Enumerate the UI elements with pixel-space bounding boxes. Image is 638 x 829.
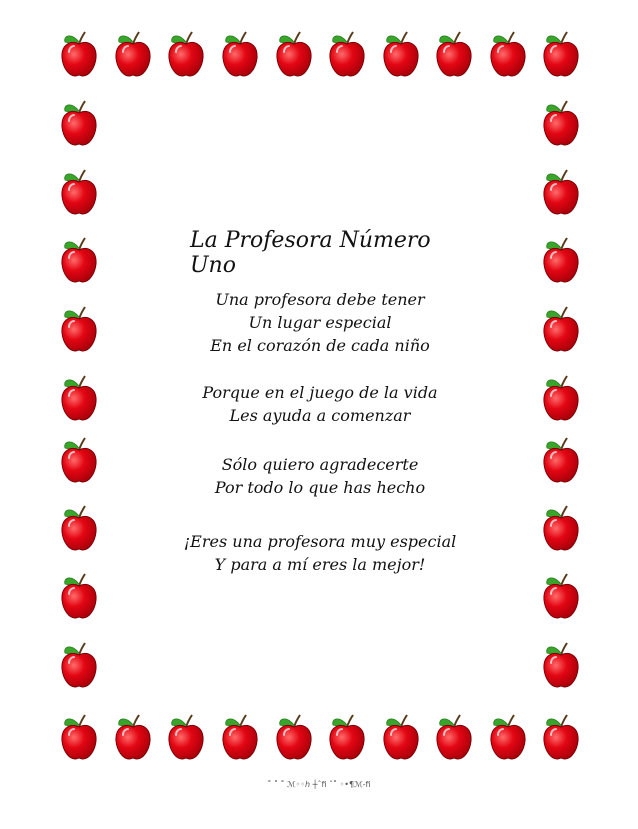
stanza-1 xyxy=(170,288,470,357)
apple-icon xyxy=(116,32,150,76)
apple-icon xyxy=(62,438,96,482)
poem-line: En el corazón de cada niño xyxy=(210,336,430,355)
apple-icon xyxy=(62,643,96,687)
apple-icon xyxy=(62,376,96,420)
poem-title: La Profesora Número Uno xyxy=(190,228,431,278)
apple-icon xyxy=(116,715,150,759)
apple-icon xyxy=(330,715,364,759)
apple-icon xyxy=(544,506,578,550)
apple-icon xyxy=(491,715,525,759)
apple-icon xyxy=(544,574,578,618)
apple-icon xyxy=(544,170,578,214)
apple-icon xyxy=(169,32,203,76)
poem-line: ¡Eres una profesora muy especial xyxy=(183,532,457,551)
apple-icon xyxy=(544,238,578,282)
apple-icon xyxy=(437,715,471,759)
apple-icon xyxy=(277,715,311,759)
apple-icon xyxy=(62,170,96,214)
apple-icon xyxy=(62,506,96,550)
apple-icon xyxy=(62,32,96,76)
apple-icon xyxy=(544,643,578,687)
apple-icon xyxy=(62,715,96,759)
apple-icon xyxy=(62,307,96,351)
footer-text: ˚ ˚ ˚ ℳ◦◦ℎ ┼ˆfi ˆ˚ ◦•¶ℳ-fi xyxy=(267,780,371,789)
stanza-4 xyxy=(170,530,470,576)
apple-icon xyxy=(223,32,257,76)
apple-icon xyxy=(330,32,364,76)
poem-line: Por todo lo que has hecho xyxy=(214,478,426,497)
apple-icon xyxy=(491,32,525,76)
poem-line: Sólo quiero agradecerte xyxy=(221,455,419,474)
poem-line: Les ayuda a comenzar xyxy=(229,406,411,425)
apple-icon xyxy=(62,101,96,145)
apple-icon xyxy=(544,376,578,420)
apple-icon xyxy=(384,32,418,76)
poem-line: Y para a mí eres la mejor! xyxy=(214,555,426,574)
poem-line: Una profesora debe tener xyxy=(215,290,425,309)
apple-icon xyxy=(544,32,578,76)
stanza-3 xyxy=(170,453,470,499)
apple-icon xyxy=(437,32,471,76)
poem-line: Un lugar especial xyxy=(248,313,392,332)
apple-icon xyxy=(169,715,203,759)
poem-line: Porque en el juego de la vida xyxy=(202,383,438,402)
apple-icon xyxy=(544,307,578,351)
apple-icon xyxy=(384,715,418,759)
apple-icon xyxy=(544,101,578,145)
apple-icon xyxy=(62,574,96,618)
apple-icon xyxy=(544,438,578,482)
apple-icon xyxy=(277,32,311,76)
apple-icon xyxy=(544,715,578,759)
apple-icon xyxy=(223,715,257,759)
apple-icon xyxy=(62,238,96,282)
stanza-2 xyxy=(170,381,470,427)
